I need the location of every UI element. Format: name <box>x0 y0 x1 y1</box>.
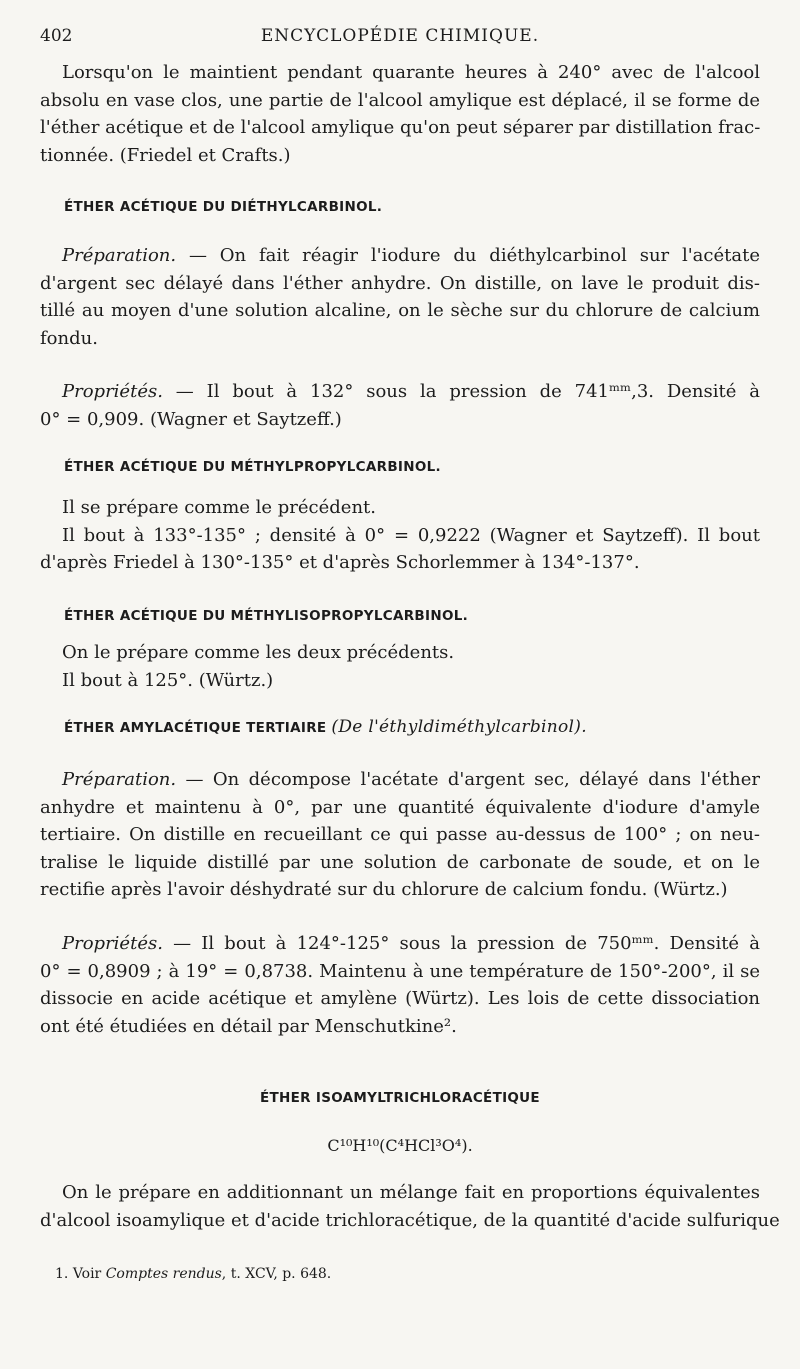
text-line: Il se prépare comme le précédent. <box>62 497 377 518</box>
text-line: ont été étudiées en détail par Menschutkine². <box>40 1015 457 1037</box>
paragraph-methylpropylcarbinol <box>40 494 760 577</box>
page-number: 402 <box>40 26 73 46</box>
heading-title: ÉTHER AMYLACÉTIQUE TERTIAIRE <box>64 720 327 736</box>
text-line: Lorsqu'on le maintient pendant quarante heures à 240° avec de l'alcool <box>62 62 760 83</box>
text-line: d'alcool isoamylique et d'acide trichloracétique, de la quantité d'acide sulfurique <box>40 1209 780 1231</box>
paragraph-properties-diethylcarbinol <box>40 378 760 433</box>
lead-term: Propriétés. <box>62 933 163 954</box>
page-header <box>40 26 760 52</box>
lead-term: Préparation. <box>62 769 177 790</box>
footnote-ref: , t. XCV, p. 648. <box>221 1266 332 1282</box>
text-line: 0° = 0,8909 ; à 19° = 0,8738. Maintenu à une température de 150°-200°, il se <box>40 960 760 982</box>
footnote-text: Voir <box>72 1266 102 1282</box>
text-line: d'après Friedel à 130°-135° et d'après Schorlemmer à 134°-137°. <box>40 552 640 573</box>
text-line: anhydre et maintenu à 0°, par une quantité équivalente d'iodure d'amyle <box>40 796 760 818</box>
section-heading-methylpropylcarbinol: ÉTHER ACÉTIQUE DU MÉTHYLPROPYLCARBINOL. <box>64 459 441 475</box>
text-line: On le prépare comme les deux précédents. <box>62 642 455 663</box>
text-line: Préparation. — On décompose l'acétate d'argent sec, délayé dans l'éther <box>62 769 760 790</box>
text-line: tralise le liquide distillé par une solution de carbonate de soude, et on le <box>40 851 760 873</box>
text-line: Propriétés. — Il bout à 132° sous la pression de 741ᵐᵐ,3. Densité à <box>62 381 760 402</box>
section-heading-methylisopropylcarbinol: ÉTHER ACÉTIQUE DU MÉTHYLISOPROPYLCARBINOL. <box>64 608 469 624</box>
chemical-formula: C¹⁰H¹⁰(C⁴HCl³O⁴). <box>327 1136 473 1155</box>
section-heading-diethylcarbinol: ÉTHER ACÉTIQUE DU DIÉTHYLCARBINOL. <box>64 199 383 215</box>
text-line: l'éther acétique et de l'alcool amylique qu'on peut séparer par distillation frac- <box>40 117 761 138</box>
paragraph-isoamyltrichloracetique <box>40 1179 780 1234</box>
running-title: ENCYCLOPÉDIE CHIMIQUE. <box>260 26 540 46</box>
text-line: 0° = 0,909. (Wagner et Saytzeff.) <box>40 408 342 430</box>
text-line: tertiaire. On distille en recueillant ce qui passe au-dessus de 100° ; on neu- <box>40 824 760 845</box>
text-line: On le prépare en additionnant un mélange fait en proportions équivalentes <box>62 1182 760 1203</box>
text-line: fondu. <box>40 327 98 349</box>
text-line: Il bout à 125°. (Würtz.) <box>62 669 274 691</box>
text-line: dissocie en acide acétique et amylène (Würtz). Les lois de cette dissociation <box>40 988 760 1009</box>
paragraph-methylisopropylcarbinol <box>40 639 760 694</box>
text-line: d'argent sec délayé dans l'éther anhydre. On distille, on lave le produit dis- <box>40 272 760 294</box>
paragraph-preparation-diethylcarbinol <box>40 242 760 352</box>
paragraph-preparation-amylacetique <box>40 766 760 904</box>
text-line: Préparation. — On fait réagir l'iodure du diéthylcarbinol sur l'acétate <box>62 245 760 266</box>
lead-term: Préparation. <box>62 245 177 266</box>
paragraph-properties-amylacetique <box>40 930 760 1040</box>
text-line: absolu en vase clos, une partie de l'alcool amylique est déplacé, il se forme de <box>40 89 760 111</box>
section-heading-isoamyltrichloracetique: ÉTHER ISOAMYLTRICHLORACÉTIQUE <box>260 1090 540 1106</box>
text-line: tillé au moyen d'une solution alcaline, on le sèche sur du chlorure de calcium <box>40 300 760 321</box>
section-heading-amylacetique-tertiaire <box>64 717 587 737</box>
footnote-number: 1. <box>55 1266 69 1282</box>
footnote-source: Comptes rendus <box>105 1266 222 1282</box>
heading-subtitle: (De l'éthyldiméthylcarbinol). <box>331 717 587 737</box>
paragraph-intro <box>40 59 760 169</box>
lead-term: Propriétés. <box>62 381 163 402</box>
footnote <box>55 1266 331 1282</box>
text-line: Propriétés. — Il bout à 124°-125° sous la pression de 750ᵐᵐ. Densité à <box>62 933 760 954</box>
text-line: rectifie après l'avoir déshydraté sur du chlorure de calcium fondu. (Würtz.) <box>40 879 728 900</box>
text-line: tionnée. (Friedel et Crafts.) <box>40 144 291 166</box>
text-line: Il bout à 133°-135° ; densité à 0° = 0,9222 (Wagner et Saytzeff). Il bout <box>62 524 760 546</box>
